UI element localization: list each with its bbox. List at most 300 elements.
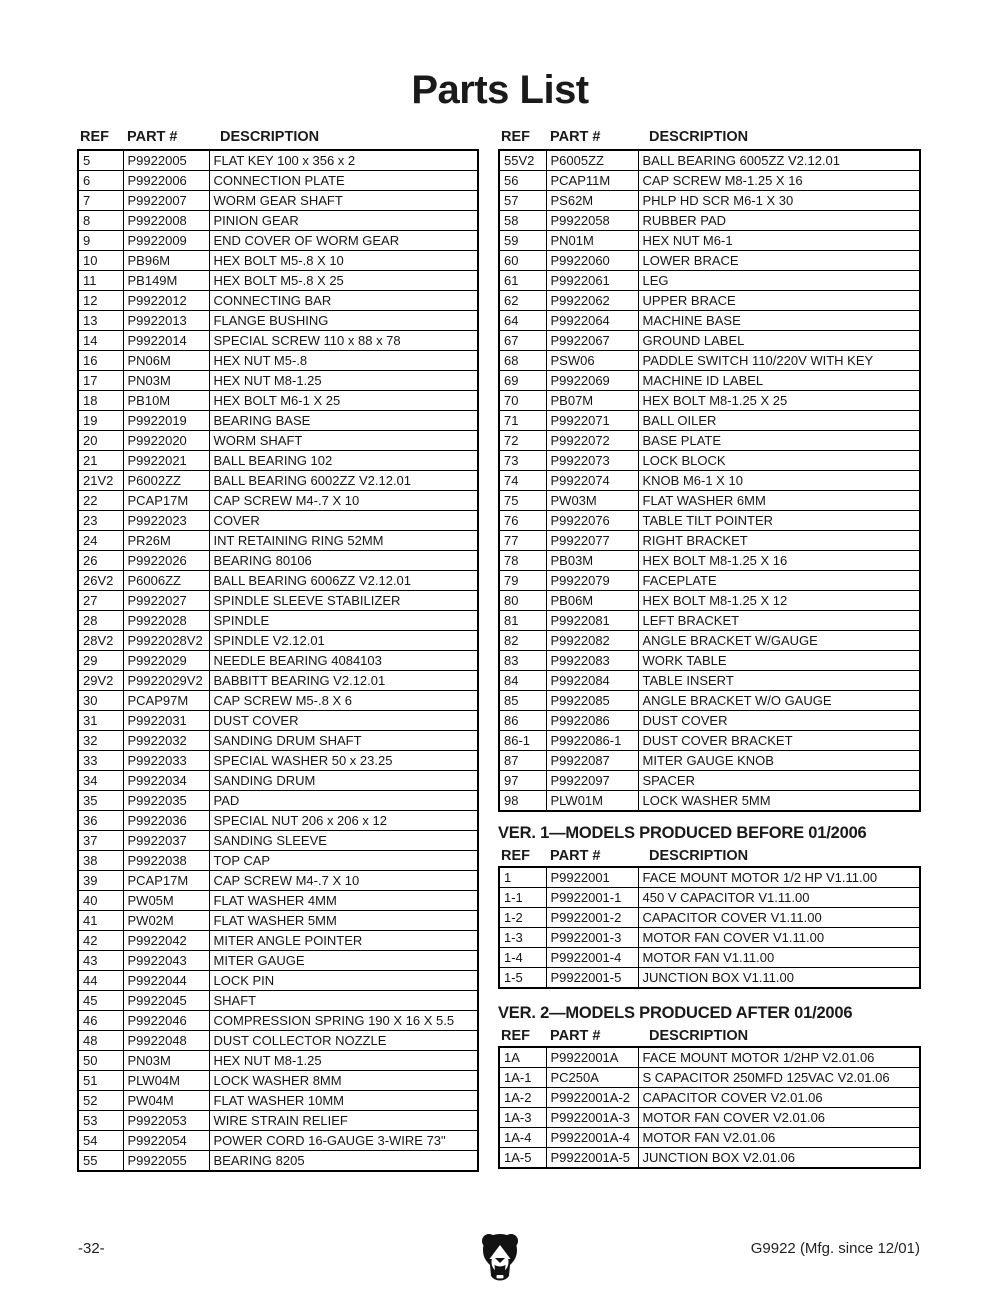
table-row — [78, 611, 478, 631]
ref-cell: 77 — [499, 531, 546, 551]
table-row — [78, 1011, 478, 1031]
ref-cell: 59 — [499, 231, 546, 251]
ref-cell: 26 — [78, 551, 123, 571]
table-row — [78, 271, 478, 291]
description-cell: DUST COVER BRACKET — [638, 731, 920, 751]
part-number-cell: P9922053 — [123, 1111, 209, 1131]
description-cell: MITER GAUGE KNOB — [638, 751, 920, 771]
table-row — [78, 871, 478, 891]
part-number-cell: P9922021 — [123, 451, 209, 471]
part-number-cell: P9922083 — [546, 651, 638, 671]
ref-cell: 1A — [499, 1047, 546, 1068]
part-number-cell: P9922005 — [123, 150, 209, 171]
ref-cell: 80 — [499, 591, 546, 611]
table-row — [78, 751, 478, 771]
col-description-header: DESCRIPTION — [220, 129, 320, 145]
part-number-cell: P9922027 — [123, 591, 209, 611]
table-row — [78, 931, 478, 951]
part-number-cell: PN06M — [123, 351, 209, 371]
part-number-cell: P9922001-3 — [546, 928, 638, 948]
description-cell: WORM SHAFT — [209, 431, 478, 451]
col-description-header: DESCRIPTION — [649, 1028, 749, 1044]
ref-cell: 8 — [78, 211, 123, 231]
description-cell: SPECIAL NUT 206 x 206 x 12 — [209, 811, 478, 831]
part-number-cell: P9922019 — [123, 411, 209, 431]
ref-cell: 29V2 — [78, 671, 123, 691]
description-cell: ANGLE BRACKET W/O GAUGE — [638, 691, 920, 711]
table-row — [499, 451, 920, 471]
ref-cell: 40 — [78, 891, 123, 911]
part-number-cell: P9922097 — [546, 771, 638, 791]
part-number-cell: P9922067 — [546, 331, 638, 351]
ref-cell: 20 — [78, 431, 123, 451]
table-row — [499, 1108, 920, 1128]
ref-cell: 42 — [78, 931, 123, 951]
part-number-cell: P9922007 — [123, 191, 209, 211]
table-row — [499, 908, 920, 928]
table-row — [499, 948, 920, 968]
ref-cell: 64 — [499, 311, 546, 331]
ref-cell: 32 — [78, 731, 123, 751]
col-ref-header: REF — [501, 129, 530, 145]
table-row — [499, 150, 920, 171]
description-cell: JUNCTION BOX V2.01.06 — [638, 1148, 920, 1169]
ref-cell: 55 — [78, 1151, 123, 1172]
part-number-cell: PB06M — [546, 591, 638, 611]
ref-cell: 67 — [499, 331, 546, 351]
table-row — [499, 968, 920, 989]
table-row — [499, 291, 920, 311]
part-number-cell: P9922086 — [546, 711, 638, 731]
description-cell: SPINDLE V2.12.01 — [209, 631, 478, 651]
part-number-cell: P9922001A — [546, 1047, 638, 1068]
ref-cell: 29 — [78, 651, 123, 671]
description-cell: SPACER — [638, 771, 920, 791]
table-row — [499, 671, 920, 691]
table-row — [78, 351, 478, 371]
ref-cell: 1-3 — [499, 928, 546, 948]
description-cell: RUBBER PAD — [638, 211, 920, 231]
ref-cell: 38 — [78, 851, 123, 871]
description-cell: HEX NUT M6-1 — [638, 231, 920, 251]
description-cell: RIGHT BRACKET — [638, 531, 920, 551]
ref-cell: 52 — [78, 1091, 123, 1111]
description-cell: MOTOR FAN V1.11.00 — [638, 948, 920, 968]
table-row — [499, 731, 920, 751]
description-cell: NEEDLE BEARING 4084103 — [209, 651, 478, 671]
table-row — [499, 351, 920, 371]
part-number-cell: PW03M — [546, 491, 638, 511]
ref-cell: 56 — [499, 171, 546, 191]
part-number-cell: P9922028V2 — [123, 631, 209, 651]
description-cell: BEARING 80106 — [209, 551, 478, 571]
part-number-cell: P9922087 — [546, 751, 638, 771]
part-number-cell: P9922061 — [546, 271, 638, 291]
ref-cell: 18 — [78, 391, 123, 411]
part-number-cell: P9922031 — [123, 711, 209, 731]
ref-cell: 21V2 — [78, 471, 123, 491]
part-number-cell: P9922029 — [123, 651, 209, 671]
ref-cell: 24 — [78, 531, 123, 551]
table-row — [499, 1128, 920, 1148]
part-number-cell: P9922085 — [546, 691, 638, 711]
table-row — [78, 671, 478, 691]
part-number-cell: PB07M — [546, 391, 638, 411]
table-row — [78, 291, 478, 311]
table-row — [78, 711, 478, 731]
table-row — [78, 171, 478, 191]
table-row — [499, 888, 920, 908]
description-cell: CONNECTING BAR — [209, 291, 478, 311]
table-row — [499, 231, 920, 251]
description-cell: ANGLE BRACKET W/GAUGE — [638, 631, 920, 651]
table-row — [78, 691, 478, 711]
ref-cell: 9 — [78, 231, 123, 251]
table-row — [499, 471, 920, 491]
table-row — [78, 951, 478, 971]
table-row — [499, 611, 920, 631]
ref-cell: 36 — [78, 811, 123, 831]
ref-cell: 1A-2 — [499, 1088, 546, 1108]
part-number-cell: P9922062 — [546, 291, 638, 311]
description-cell: LOCK PIN — [209, 971, 478, 991]
description-cell: WORK TABLE — [638, 651, 920, 671]
description-cell: HEX BOLT M5-.8 X 10 — [209, 251, 478, 271]
ref-cell: 11 — [78, 271, 123, 291]
ref-cell: 48 — [78, 1031, 123, 1051]
part-number-cell: PLW04M — [123, 1071, 209, 1091]
description-cell: PHLP HD SCR M6-1 X 30 — [638, 191, 920, 211]
ref-cell: 30 — [78, 691, 123, 711]
ref-cell: 1A-4 — [499, 1128, 546, 1148]
ref-cell: 1-4 — [499, 948, 546, 968]
table-row — [78, 991, 478, 1011]
description-cell: HEX NUT M8-1.25 — [209, 1051, 478, 1071]
description-cell: CAP SCREW M8-1.25 X 16 — [638, 171, 920, 191]
description-cell: KNOB M6-1 X 10 — [638, 471, 920, 491]
table-row — [499, 1148, 920, 1169]
part-number-cell: P9922001-2 — [546, 908, 638, 928]
part-number-cell: P9922023 — [123, 511, 209, 531]
description-cell: LOCK WASHER 8MM — [209, 1071, 478, 1091]
table-row — [499, 491, 920, 511]
ref-cell: 62 — [499, 291, 546, 311]
table-row — [78, 891, 478, 911]
table-row — [499, 511, 920, 531]
part-number-cell: P9922046 — [123, 1011, 209, 1031]
table-row — [78, 1131, 478, 1151]
ref-cell: 82 — [499, 631, 546, 651]
description-cell: TABLE INSERT — [638, 671, 920, 691]
parts-table-right — [498, 149, 921, 812]
part-number-cell: P9922029V2 — [123, 671, 209, 691]
part-number-cell: PW02M — [123, 911, 209, 931]
col-ref-header: REF — [501, 848, 530, 864]
page-title: Parts List — [411, 68, 589, 112]
ref-cell: 86-1 — [499, 731, 546, 751]
col-part-header: PART # — [127, 129, 178, 145]
description-cell: BEARING 8205 — [209, 1151, 478, 1172]
ref-cell: 53 — [78, 1111, 123, 1131]
description-cell: 450 V CAPACITOR V1.11.00 — [638, 888, 920, 908]
part-number-cell: P9922044 — [123, 971, 209, 991]
part-number-cell: P9922084 — [546, 671, 638, 691]
part-number-cell: P9922073 — [546, 451, 638, 471]
ref-cell: 1A-5 — [499, 1148, 546, 1169]
part-number-cell: P9922034 — [123, 771, 209, 791]
ref-cell: 13 — [78, 311, 123, 331]
description-cell: FACEPLATE — [638, 571, 920, 591]
ref-cell: 1-5 — [499, 968, 546, 989]
ref-cell: 19 — [78, 411, 123, 431]
description-cell: SPECIAL WASHER 50 x 23.25 — [209, 751, 478, 771]
description-cell: CAP SCREW M5-.8 X 6 — [209, 691, 478, 711]
part-number-cell: P9922082 — [546, 631, 638, 651]
ref-cell: 98 — [499, 791, 546, 812]
ref-cell: 54 — [78, 1131, 123, 1151]
description-cell: BALL OILER — [638, 411, 920, 431]
description-cell: MOTOR FAN COVER V2.01.06 — [638, 1108, 920, 1128]
table-row — [78, 1091, 478, 1111]
ref-cell: 35 — [78, 791, 123, 811]
ref-cell: 83 — [499, 651, 546, 671]
ref-cell: 12 — [78, 291, 123, 311]
part-number-cell: PCAP97M — [123, 691, 209, 711]
part-number-cell: P9922014 — [123, 331, 209, 351]
part-number-cell: PB10M — [123, 391, 209, 411]
table-row — [499, 371, 920, 391]
description-cell: MOTOR FAN V2.01.06 — [638, 1128, 920, 1148]
table-row — [499, 791, 920, 812]
ref-cell: 61 — [499, 271, 546, 291]
part-number-cell: P6006ZZ — [123, 571, 209, 591]
table-row — [499, 1047, 920, 1068]
table-row — [499, 771, 920, 791]
model-footer-text: G9922 (Mfg. since 12/01) — [750, 1240, 920, 1257]
description-cell: BALL BEARING 102 — [209, 451, 478, 471]
ref-cell: 27 — [78, 591, 123, 611]
description-cell: JUNCTION BOX V1.11.00 — [638, 968, 920, 989]
part-number-cell: P9922048 — [123, 1031, 209, 1051]
table-row — [499, 431, 920, 451]
description-cell: LEFT BRACKET — [638, 611, 920, 631]
grizzly-bear-logo-icon — [481, 1231, 519, 1285]
col-description-header: DESCRIPTION — [649, 129, 749, 145]
table-row — [78, 1051, 478, 1071]
part-number-cell: P9922033 — [123, 751, 209, 771]
ref-cell: 50 — [78, 1051, 123, 1071]
ref-cell: 26V2 — [78, 571, 123, 591]
part-number-cell: PR26M — [123, 531, 209, 551]
ref-cell: 34 — [78, 771, 123, 791]
description-cell: MOTOR FAN COVER V1.11.00 — [638, 928, 920, 948]
table-row — [78, 651, 478, 671]
ver2-heading: VER. 2—MODELS PRODUCED AFTER 01/2006 — [498, 1004, 853, 1022]
ver1-section — [498, 824, 921, 989]
table-row — [78, 471, 478, 491]
ref-cell: 55V2 — [499, 150, 546, 171]
table-row — [78, 791, 478, 811]
ref-cell: 10 — [78, 251, 123, 271]
table-row — [499, 651, 920, 671]
ref-cell: 22 — [78, 491, 123, 511]
description-cell: FLANGE BUSHING — [209, 311, 478, 331]
ref-cell: 97 — [499, 771, 546, 791]
table-row — [499, 531, 920, 551]
table-row — [499, 211, 920, 231]
ref-cell: 81 — [499, 611, 546, 631]
ref-cell: 28V2 — [78, 631, 123, 651]
description-cell: SPINDLE SLEEVE STABILIZER — [209, 591, 478, 611]
col-part-header: PART # — [550, 129, 601, 145]
part-number-cell: PCAP17M — [123, 491, 209, 511]
part-number-cell: P9922008 — [123, 211, 209, 231]
table-row — [499, 631, 920, 651]
description-cell: MACHINE ID LABEL — [638, 371, 920, 391]
part-number-cell: P9922006 — [123, 171, 209, 191]
description-cell: CAP SCREW M4-.7 X 10 — [209, 491, 478, 511]
part-number-cell: P9922055 — [123, 1151, 209, 1172]
ref-cell: 73 — [499, 451, 546, 471]
description-cell: CAP SCREW M4-.7 X 10 — [209, 871, 478, 891]
ref-cell: 1 — [499, 867, 546, 888]
table-row — [78, 431, 478, 451]
part-number-cell: P9922043 — [123, 951, 209, 971]
ref-cell: 43 — [78, 951, 123, 971]
table-row — [499, 1088, 920, 1108]
col-part-header: PART # — [550, 848, 601, 864]
table-row — [499, 391, 920, 411]
table-row — [78, 251, 478, 271]
col-ref-header: REF — [501, 1028, 530, 1044]
description-cell: SANDING DRUM SHAFT — [209, 731, 478, 751]
ref-cell: 1-1 — [499, 888, 546, 908]
table-row — [78, 811, 478, 831]
table-row — [78, 391, 478, 411]
ref-cell: 33 — [78, 751, 123, 771]
description-cell: HEX BOLT M8-1.25 X 25 — [638, 391, 920, 411]
part-number-cell: PSW06 — [546, 351, 638, 371]
description-cell: LOCK BLOCK — [638, 451, 920, 471]
table-row — [78, 631, 478, 651]
part-number-cell: P9922001-5 — [546, 968, 638, 989]
part-number-cell: P9922079 — [546, 571, 638, 591]
table-row — [78, 731, 478, 751]
table-row — [78, 1031, 478, 1051]
description-cell: BALL BEARING 6006ZZ V2.12.01 — [209, 571, 478, 591]
part-number-cell: P9922042 — [123, 931, 209, 951]
table-row — [499, 271, 920, 291]
part-number-cell: P9922086-1 — [546, 731, 638, 751]
part-number-cell: P9922001A-4 — [546, 1128, 638, 1148]
ref-cell: 23 — [78, 511, 123, 531]
table-row — [78, 591, 478, 611]
part-number-cell: P9922001-1 — [546, 888, 638, 908]
ver2-section — [498, 1004, 921, 1169]
description-cell: BEARING BASE — [209, 411, 478, 431]
table-row — [78, 551, 478, 571]
part-number-cell: P9922038 — [123, 851, 209, 871]
table-header — [498, 120, 921, 149]
table-row — [78, 1111, 478, 1131]
part-number-cell: PLW01M — [546, 791, 638, 812]
description-cell: DUST COLLECTOR NOZZLE — [209, 1031, 478, 1051]
part-number-cell: PCAP11M — [546, 171, 638, 191]
table-row — [78, 211, 478, 231]
description-cell: FLAT WASHER 5MM — [209, 911, 478, 931]
description-cell: S CAPACITOR 250MFD 125VAC V2.01.06 — [638, 1068, 920, 1088]
description-cell: HEX BOLT M8-1.25 X 16 — [638, 551, 920, 571]
part-number-cell: P9922064 — [546, 311, 638, 331]
description-cell: FLAT KEY 100 x 356 x 2 — [209, 150, 478, 171]
part-number-cell: PN03M — [123, 1051, 209, 1071]
table-row — [78, 371, 478, 391]
description-cell: FLAT WASHER 4MM — [209, 891, 478, 911]
description-cell: FLAT WASHER 6MM — [638, 491, 920, 511]
description-cell: PADDLE SWITCH 110/220V WITH KEY — [638, 351, 920, 371]
part-number-cell: PS62M — [546, 191, 638, 211]
table-row — [499, 191, 920, 211]
ref-cell: 21 — [78, 451, 123, 471]
description-cell: SANDING SLEEVE — [209, 831, 478, 851]
part-number-cell: P9922045 — [123, 991, 209, 1011]
table-row — [499, 251, 920, 271]
ver1-parts-table — [498, 866, 921, 989]
description-cell: BABBITT BEARING V2.12.01 — [209, 671, 478, 691]
ref-cell: 7 — [78, 191, 123, 211]
description-cell: CAPACITOR COVER V2.01.06 — [638, 1088, 920, 1108]
table-row — [499, 928, 920, 948]
table-row — [78, 331, 478, 351]
description-cell: UPPER BRACE — [638, 291, 920, 311]
part-number-cell: P9922026 — [123, 551, 209, 571]
table-row — [499, 171, 920, 191]
part-number-cell: P9922009 — [123, 231, 209, 251]
ref-cell: 41 — [78, 911, 123, 931]
description-cell: CAPACITOR COVER V1.11.00 — [638, 908, 920, 928]
table-row — [499, 551, 920, 571]
ref-cell: 14 — [78, 331, 123, 351]
description-cell: FLAT WASHER 10MM — [209, 1091, 478, 1111]
description-cell: TABLE TILT POINTER — [638, 511, 920, 531]
part-number-cell: PW05M — [123, 891, 209, 911]
part-number-cell: P9922071 — [546, 411, 638, 431]
description-cell: WIRE STRAIN RELIEF — [209, 1111, 478, 1131]
description-cell: SPECIAL SCREW 110 x 88 x 78 — [209, 331, 478, 351]
description-cell: DUST COVER — [638, 711, 920, 731]
description-cell: COVER — [209, 511, 478, 531]
description-cell: PAD — [209, 791, 478, 811]
table-row — [499, 571, 920, 591]
page-number: -32- — [78, 1240, 105, 1257]
part-number-cell: P9922013 — [123, 311, 209, 331]
description-cell: SHAFT — [209, 991, 478, 1011]
table-row — [78, 311, 478, 331]
table-row — [499, 1068, 920, 1088]
table-header — [498, 1024, 921, 1046]
part-number-cell: P9922074 — [546, 471, 638, 491]
part-number-cell: PB96M — [123, 251, 209, 271]
description-cell: BALL BEARING 6002ZZ V2.12.01 — [209, 471, 478, 491]
description-cell: END COVER OF WORM GEAR — [209, 231, 478, 251]
ref-cell: 45 — [78, 991, 123, 1011]
part-number-cell: P9922076 — [546, 511, 638, 531]
table-row — [78, 531, 478, 551]
part-number-cell: P9922058 — [546, 211, 638, 231]
part-number-cell: P9922001A-2 — [546, 1088, 638, 1108]
ref-cell: 69 — [499, 371, 546, 391]
table-row — [78, 451, 478, 471]
